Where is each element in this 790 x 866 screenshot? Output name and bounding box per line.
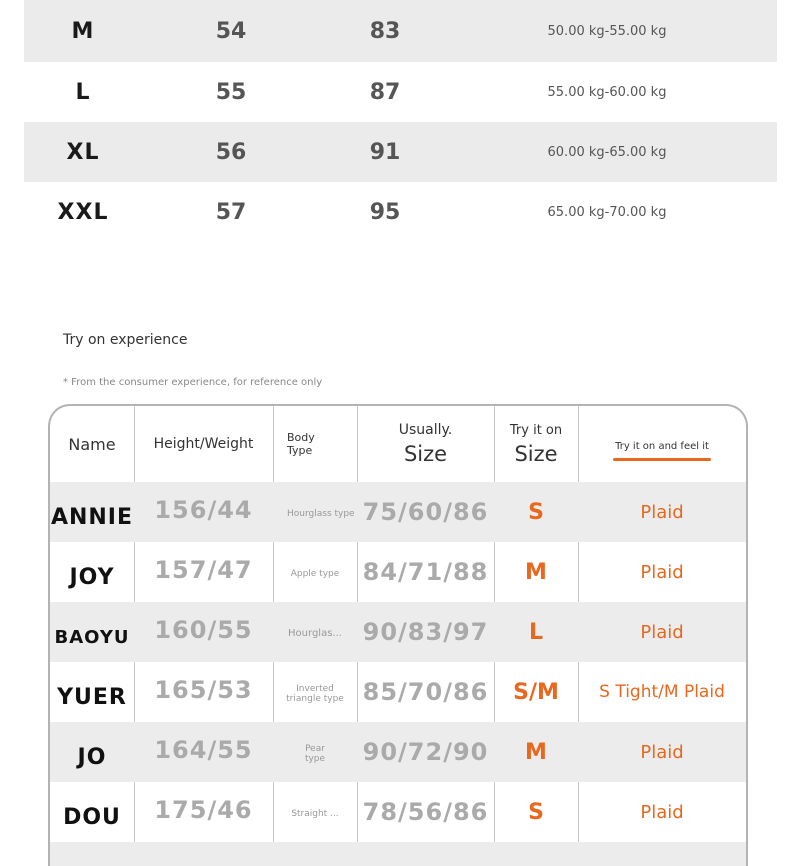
table-row (50, 602, 746, 662)
header-try-big: Size (514, 441, 558, 466)
header-body-type-line2: Type (287, 444, 313, 457)
row-try-size: M (525, 739, 547, 765)
bust-value: 95 (369, 199, 401, 225)
header-feel-underline (613, 458, 711, 461)
length-value: 55 (215, 79, 247, 105)
row-usual-size: 85/70/86 (362, 678, 489, 706)
header-body-type (273, 406, 357, 482)
try-on-table (48, 404, 748, 866)
row-name: ANNIE (50, 504, 134, 530)
row-height-weight: 156/44 (154, 496, 253, 524)
header-usual-big: Size (403, 442, 448, 466)
size-label: XXL (57, 199, 109, 225)
try-on-note: * From the consumer experience, for reference only (63, 377, 323, 388)
row-body-type: Hourglass type (287, 509, 355, 519)
header-feel-label: Try it on and feel it (615, 441, 709, 452)
row-try-size: S/M (513, 679, 559, 705)
row-body-type: Apple type (290, 569, 340, 579)
row-usual-size: 84/71/88 (362, 558, 489, 586)
weight-range: 50.00 kg-55.00 kg (547, 23, 667, 39)
row-height-weight: 165/53 (154, 676, 253, 704)
header-usual-size (357, 406, 494, 482)
row-feel: Plaid (640, 801, 684, 823)
size-row (24, 0, 777, 62)
size-row (24, 62, 777, 122)
row-usual-size: 90/72/90 (362, 738, 489, 766)
row-try-size: M (525, 559, 547, 585)
size-label: M (71, 18, 95, 44)
table-row (50, 782, 746, 842)
row-usual-size: 75/60/86 (362, 498, 489, 526)
row-usual-size: 78/56/86 (362, 798, 489, 826)
length-value: 54 (215, 18, 247, 44)
table-row (50, 482, 746, 542)
row-usual-size: 90/83/97 (362, 618, 489, 646)
row-body-type: Pear type (304, 744, 326, 764)
row-feel: Plaid (640, 561, 684, 583)
row-name: JOY (69, 564, 115, 590)
row-feel: S Tight/M Plaid (599, 682, 725, 702)
row-try-size: S (528, 499, 544, 525)
table-row (50, 662, 746, 722)
length-value: 57 (215, 199, 247, 225)
bust-value: 87 (369, 79, 401, 105)
row-height-weight: 160/55 (154, 616, 253, 644)
header-feel (578, 406, 746, 482)
row-feel: Plaid (640, 741, 684, 763)
weight-range: 60.00 kg-65.00 kg (547, 144, 667, 160)
row-height-weight: 164/55 (154, 736, 253, 764)
header-usual-small: Usually. (398, 422, 453, 438)
size-row (24, 122, 777, 182)
weight-range: 55.00 kg-60.00 kg (547, 84, 667, 100)
row-feel: Plaid (640, 501, 684, 523)
header-body-type-line1: Body (287, 431, 315, 444)
size-row (24, 182, 777, 242)
header-name: Name (68, 434, 116, 454)
weight-range: 65.00 kg-70.00 kg (547, 204, 667, 220)
row-feel: Plaid (640, 621, 684, 643)
bust-value: 91 (369, 139, 401, 165)
row-name: DOU (63, 804, 121, 830)
table-row-partial (50, 842, 746, 866)
row-name: BAOYU (54, 626, 130, 648)
bust-value: 83 (369, 18, 401, 44)
size-label: L (75, 79, 91, 105)
row-name: JO (77, 744, 107, 770)
header-try-small: Try it on (509, 422, 563, 438)
row-body-type: Straight ... (291, 809, 339, 819)
row-height-weight: 175/46 (154, 796, 253, 824)
size-label: XL (66, 139, 100, 165)
row-body-type: Inverted triangle type (286, 684, 344, 704)
row-height-weight: 157/47 (154, 556, 253, 584)
header-height-weight: Height/Weight (153, 436, 254, 452)
table-row (50, 542, 746, 602)
row-body-type: Hourglas... (288, 628, 342, 639)
table-header (50, 406, 746, 482)
row-try-size: S (528, 799, 544, 825)
row-try-size: L (528, 619, 544, 645)
size-chart (24, 0, 777, 242)
table-row (50, 722, 746, 782)
length-value: 56 (215, 139, 247, 165)
header-try-size (494, 406, 578, 482)
try-on-title: Try on experience (63, 332, 188, 348)
row-name: YUER (57, 684, 127, 710)
